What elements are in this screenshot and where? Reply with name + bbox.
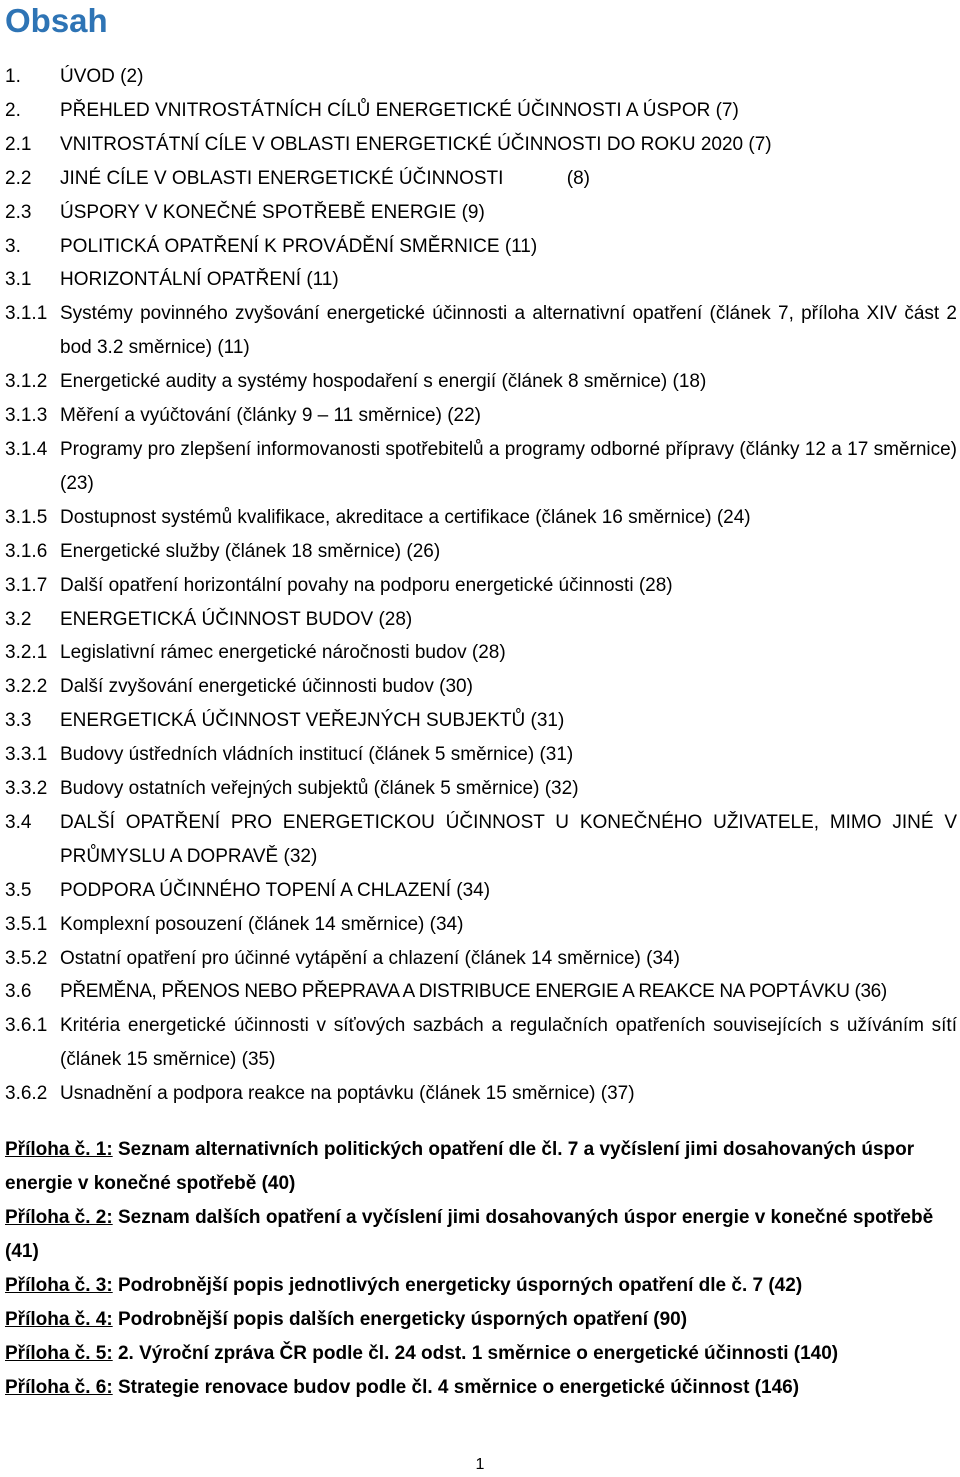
toc-entry-text: Další opatření horizontální povahy na podporu energetické účinnosti (28)	[60, 574, 673, 596]
table-of-contents	[5, 60, 957, 1405]
toc-entry-text: DALŠÍ OPATŘENÍ PRO ENERGETICKOU ÚČINNOST U KONEČNÉHO UŽIVATELE, MIMO JINÉ V PRŮMYSLU A DOPRAVĚ (32)	[60, 811, 957, 867]
toc-entry-number: 3.	[5, 235, 21, 257]
section-spacer	[5, 1111, 957, 1133]
toc-entry-number: 3.1.2	[5, 371, 48, 393]
toc-entry-number: 3.3	[5, 710, 32, 732]
annex-text: Seznam dalších opatření a vyčíslení jimi dosahovaných úspor energie v konečné spotřebě (41)	[5, 1207, 934, 1263]
toc-entry-text: Dostupnost systémů kvalifikace, akreditace a certifikace (článek 16 směrnice) (24)	[60, 506, 751, 528]
annex-text: Podrobnější popis jednotlivých energeticky úsporných opatření dle č. 7 (42)	[112, 1275, 803, 1297]
toc-entry-text: POLITICKÁ OPATŘENÍ K PROVÁDĚNÍ SMĚRNICE (11)	[60, 235, 538, 257]
toc-entry-text: Budovy ostatních veřejných subjektů (článek 5 směrnice) (32)	[60, 778, 579, 800]
page-number: 1	[475, 1456, 485, 1473]
toc-entry[interactable]	[5, 433, 957, 501]
toc-entry[interactable]	[5, 704, 957, 738]
toc-entry-number: 3.6.2	[5, 1083, 48, 1105]
annex-text: Seznam alternativních politických opatření dle čl. 7 a vyčíslení jimi dosahovaných úspor energie v konečné spotřebě (40)	[5, 1139, 915, 1195]
toc-entry-text: HORIZONTÁLNÍ OPATŘENÍ (11)	[60, 269, 339, 291]
toc-entry-number: 3.1.4	[5, 438, 48, 460]
toc-entry[interactable]	[5, 94, 957, 128]
toc-entry-number: 3.3.2	[5, 778, 48, 800]
toc-entry[interactable]	[5, 975, 957, 1009]
toc-entry[interactable]	[5, 670, 957, 704]
toc-entry-text: Ostatní opatření pro účinné vytápění a chlazení (článek 14 směrnice) (34)	[60, 947, 680, 969]
toc-entry-number: 3.1.3	[5, 405, 48, 427]
toc-entry[interactable]	[5, 874, 957, 908]
annex-label: Příloha č. 3:	[5, 1275, 113, 1297]
toc-entry-number: 3.1.7	[5, 574, 48, 596]
annex-entry[interactable]	[5, 1303, 957, 1337]
toc-entry-text: Usnadnění a podpora reakce na poptávku (článek 15 směrnice) (37)	[60, 1083, 635, 1105]
toc-entry-number: 3.1	[5, 269, 32, 291]
toc-entry-text: ÚVOD (2)	[60, 66, 144, 87]
toc-entry[interactable]	[5, 162, 957, 196]
toc-entry[interactable]	[5, 942, 957, 976]
toc-entry-number: 2.	[5, 99, 21, 121]
toc-entry-text: Měření a vyúčtování (články 9 – 11 směrnice) (22)	[60, 405, 481, 427]
page-title: Obsah	[5, 2, 108, 39]
annex-entry[interactable]	[5, 1371, 957, 1405]
annex-entry[interactable]	[5, 1269, 957, 1303]
annex-label: Příloha č. 4:	[5, 1309, 113, 1331]
toc-entry-text: ÚSPORY V KONEČNÉ SPOTŘEBĚ ENERGIE (9)	[60, 201, 485, 223]
toc-entry[interactable]	[5, 738, 957, 772]
toc-entry-number: 1.	[5, 66, 21, 87]
toc-entry[interactable]	[5, 365, 957, 399]
toc-entry[interactable]	[5, 1009, 957, 1077]
toc-entry-number: 3.2	[5, 608, 32, 630]
toc-entry-number: 3.6.1	[5, 1015, 48, 1037]
toc-entry[interactable]	[5, 636, 957, 670]
toc-entry-text: JINÉ CÍLE V OBLASTI ENERGETICKÉ ÚČINNOSTI (8)	[60, 167, 590, 189]
toc-entry-number: 3.2.2	[5, 676, 48, 698]
toc-entry-number: 3.6	[5, 981, 32, 1003]
toc-entry[interactable]	[5, 297, 957, 365]
toc-entry-number: 3.4	[5, 811, 32, 833]
toc-entry-number: 3.3.1	[5, 744, 48, 766]
annex-label: Příloha č. 6:	[5, 1377, 113, 1399]
annex-label: Příloha č. 2:	[5, 1207, 113, 1229]
annex-label: Příloha č. 1:	[5, 1139, 113, 1161]
toc-entry[interactable]	[5, 128, 957, 162]
toc-entry[interactable]	[5, 772, 957, 806]
toc-entry[interactable]	[5, 263, 957, 297]
toc-entry-number: 3.5.2	[5, 947, 48, 969]
toc-entry[interactable]	[5, 196, 957, 230]
toc-entry[interactable]	[5, 1077, 957, 1111]
toc-entry[interactable]	[5, 535, 957, 569]
toc-entry[interactable]	[5, 230, 957, 264]
toc-entry-number: 3.1.1	[5, 303, 48, 325]
toc-entry[interactable]	[5, 399, 957, 433]
toc-entry[interactable]	[5, 569, 957, 603]
toc-entry-number: 3.5	[5, 879, 32, 901]
toc-entry-text: ENERGETICKÁ ÚČINNOST BUDOV (28)	[60, 608, 413, 630]
toc-entry-number: 2.1	[5, 133, 32, 155]
toc-entry-number: 2.3	[5, 201, 32, 223]
toc-entry-text: PŘEHLED VNITROSTÁTNÍCH CÍLŮ ENERGETICKÉ ÚČINNOSTI A ÚSPOR (7)	[60, 99, 739, 121]
toc-entry-number: 2.2	[5, 167, 32, 189]
toc-entry[interactable]	[5, 908, 957, 942]
toc-entry-text: Kritéria energetické účinnosti v síťových sazbách a regulačních opatřeních souvisejících s užíváním sítí (článek 15 směrnice) (35)	[60, 1015, 957, 1071]
toc-entry-number: 3.5.1	[5, 913, 48, 935]
toc-entry-text: Budovy ústředních vládních institucí (článek 5 směrnice) (31)	[60, 744, 574, 766]
toc-entry-number: 3.2.1	[5, 642, 48, 664]
toc-entry-text: Legislativní rámec energetické náročnosti budov (28)	[60, 642, 506, 664]
toc-entry-text: Komplexní posouzení (článek 14 směrnice) (34)	[60, 913, 464, 935]
toc-entry-text: Energetické audity a systémy hospodaření s energií (článek 8 směrnice) (18)	[60, 371, 707, 393]
toc-entry-text: Energetické služby (článek 18 směrnice) (26)	[60, 540, 441, 562]
annex-entry[interactable]	[5, 1201, 957, 1269]
toc-entry[interactable]	[5, 60, 957, 94]
toc-entry-number: 3.1.5	[5, 506, 48, 528]
toc-entry-text: Další zvyšování energetické účinnosti budov (30)	[60, 676, 473, 698]
toc-entry-text: PŘEMĚNA, PŘENOS NEBO PŘEPRAVA A DISTRIBUCE ENERGIE A REAKCE NA POPTÁVKU (36)	[60, 981, 887, 1003]
toc-entry-number: 3.1.6	[5, 540, 48, 562]
toc-entry-text: PODPORA ÚČINNÉHO TOPENÍ A CHLAZENÍ (34)	[60, 879, 491, 901]
toc-entry-text: Programy pro zlepšení informovanosti spotřebitelů a programy odborné přípravy (články 12 a 17 směrnice) (23)	[60, 438, 957, 494]
toc-entry[interactable]	[5, 501, 957, 535]
annex-label: Příloha č. 5:	[5, 1343, 113, 1365]
annex-entry[interactable]	[5, 1337, 957, 1371]
annex-text: 2. Výroční zpráva ČR podle čl. 24 odst. 1 směrnice o energetické účinnosti (140)	[112, 1343, 839, 1365]
annex-text: Strategie renovace budov podle čl. 4 směrnice o energetické účinnost (146)	[112, 1377, 800, 1399]
toc-entry-text: ENERGETICKÁ ÚČINNOST VEŘEJNÝCH SUBJEKTŮ (31)	[60, 710, 565, 732]
toc-entry[interactable]	[5, 806, 957, 874]
annex-text: Podrobnější popis dalších energeticky úsporných opatření (90)	[112, 1309, 688, 1331]
toc-entry-text: VNITROSTÁTNÍ CÍLE V OBLASTI ENERGETICKÉ ÚČINNOSTI DO ROKU 2020 (7)	[60, 133, 772, 155]
annex-entry[interactable]	[5, 1133, 957, 1201]
toc-entry-text: Systémy povinného zvyšování energetické účinnosti a alternativní opatření (článek 7, příloha XIV část 2 bod 3.2 směrnice) (11)	[60, 303, 957, 359]
toc-entry[interactable]	[5, 603, 957, 637]
